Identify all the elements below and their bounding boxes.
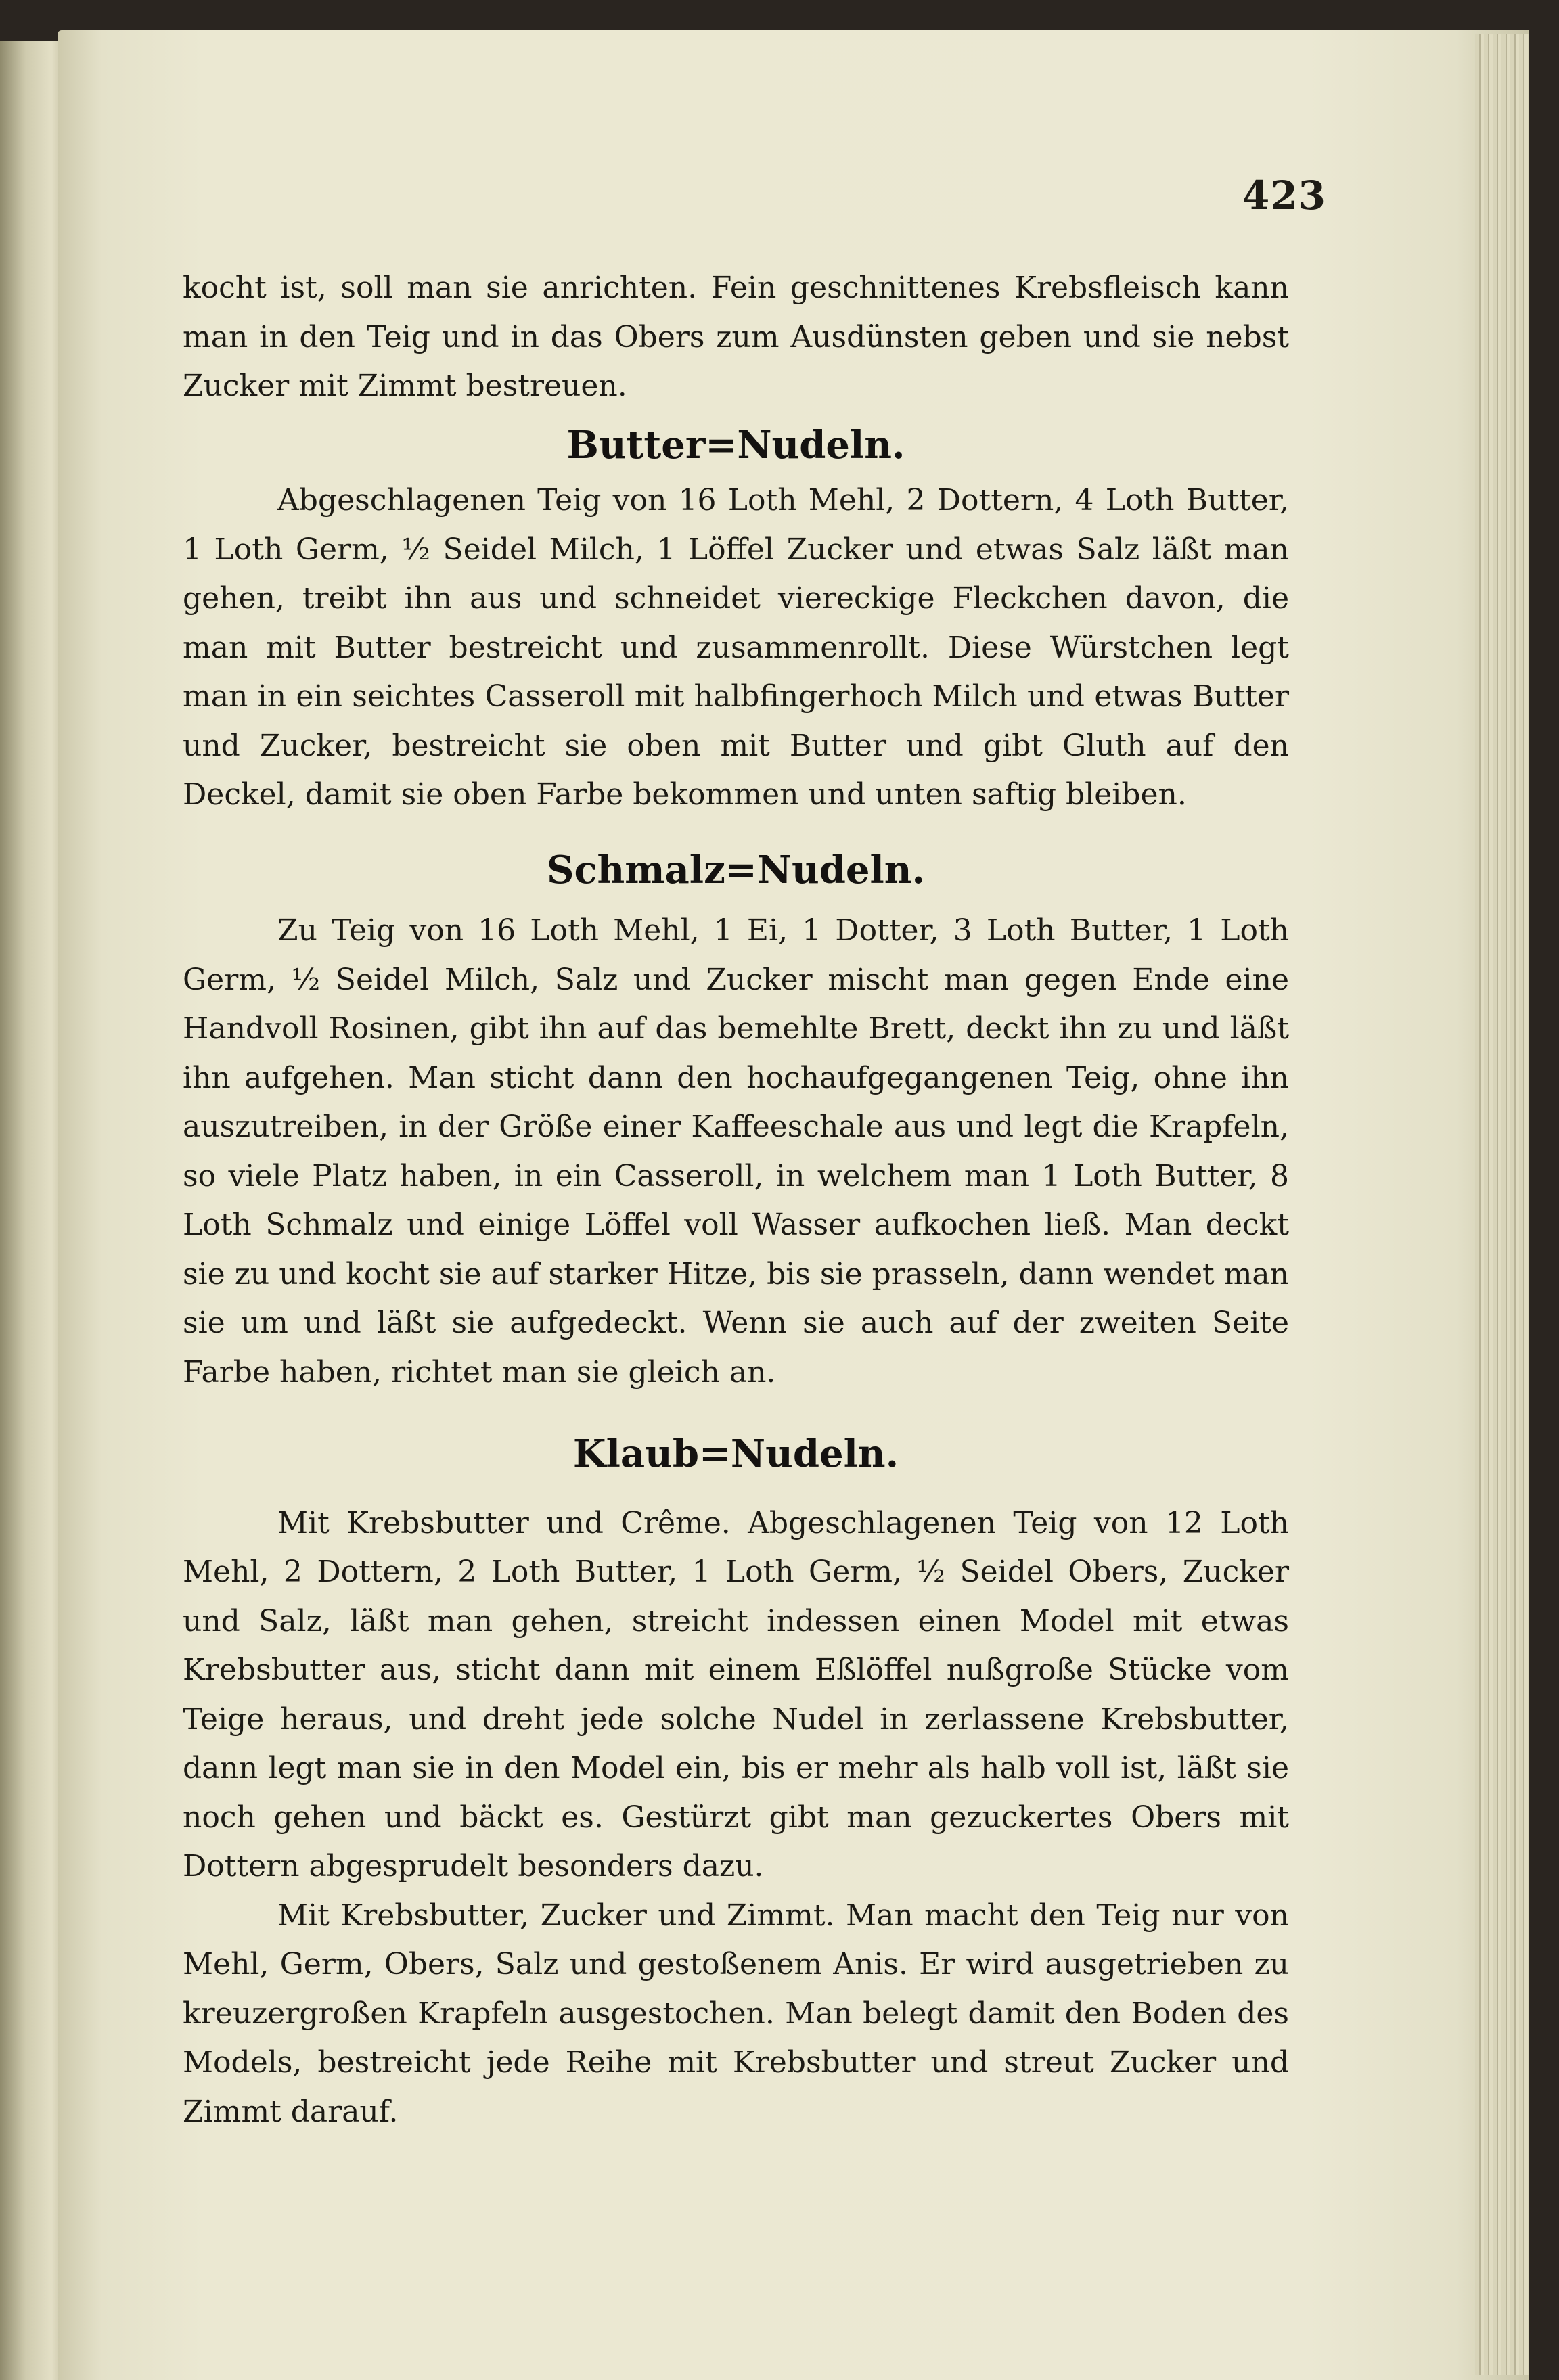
section-heading-schmalz-nudeln: Schmalz=Nudeln. xyxy=(547,847,925,892)
page-stack-edge xyxy=(1475,34,1529,2375)
left-page-edge xyxy=(0,41,64,2380)
continuation-paragraph: kocht ist, soll man sie anrichten. Fein geschnittenes Krebsfleisch kann man in den Teig und in das Obers zum Ausdünsten geben und sie nebst Zucker mit Zimmt bestreuen. xyxy=(183,271,1289,403)
recipe-paragraph: Mit Krebsbutter, Zucker und Zimmt. Man macht den Teig nur von Mehl, Germ, Obers, Salz und gestoßenem Anis. Er wird ausgetrieben zu kreuzergroßen Krapfeln ausgestochen. Man belegt damit den Boden des Models, bestreicht jede Reihe mit Krebsbutter und streut Zucker und Zimmt darauf. xyxy=(183,1898,1289,2129)
recipe-paragraph: Mit Krebsbutter und Crême. Abgeschlagenen Teig von 12 Loth Mehl, 2 Dottern, 2 Loth Butter, 1 Loth Germ, ½ Seidel Obers, Zucker und Salz, läßt man gehen, streicht indessen einen Model mit etwas Krebsbutter aus, sticht dann mit einem Eßlöffel nußgroße Stücke vom Teige heraus, und dreht jede solche Nudel in zerlassene Krebsbutter, dann legt man sie in den Model ein, bis er mehr als halb voll ist, läßt sie noch gehen und bäckt es. Gestürzt gibt man gezuckertes Obers mit Dottern abgesprudelt besonders dazu. xyxy=(183,1505,1289,1883)
section-heading-butter-nudeln: Butter=Nudeln. xyxy=(566,422,905,467)
page-number: 423 xyxy=(1242,173,1326,219)
recipe-paragraph: Abgeschlagenen Teig von 16 Loth Mehl, 2 Dottern, 4 Loth Butter, 1 Loth Germ, ½ Seidel Milch, 1 Löffel Zucker und etwas Salz läßt man gehen, treibt ihn aus und schneidet viereckige Fleckchen davon, die man mit Butter bestreicht und zusammenrollt. Diese Würstchen legt man in ein seichtes Casseroll mit halbfingerhoch Milch und etwas Butter und Zucker, bestreicht sie oben mit Butter und gibt Gluth auf den Deckel, damit sie oben Farbe bekommen und unten saftig bleiben. xyxy=(183,483,1289,812)
recipe-paragraph: Zu Teig von 16 Loth Mehl, 1 Ei, 1 Dotter, 3 Loth Butter, 1 Loth Germ, ½ Seidel Milch, Salz und Zucker mischt man gegen Ende eine Handvoll Rosinen, gibt ihn auf das bemehlte Brett, deckt ihn zu und läßt ihn aufgehen. Man sticht dann den hochaufgegangenen Teig, ohne ihn auszutreiben, in der Größe einer Kaffeeschale aus und legt die Krapfeln, so viele Platz haben, in ein Casseroll, in welchem man 1 Loth Butter, 8 Loth Schmalz und einige Löffel voll Wasser aufkochen ließ. Man deckt sie zu und kocht sie auf starker Hitze, bis sie prasseln, dann wendet man sie um und läßt sie aufgedeckt. Wenn sie auch auf der zweiten Seite Farbe haben, richtet man sie gleich an. xyxy=(183,913,1289,1390)
section-heading-klaub-nudeln: Klaub=Nudeln. xyxy=(572,1432,899,1476)
page-text xyxy=(183,264,1289,2136)
